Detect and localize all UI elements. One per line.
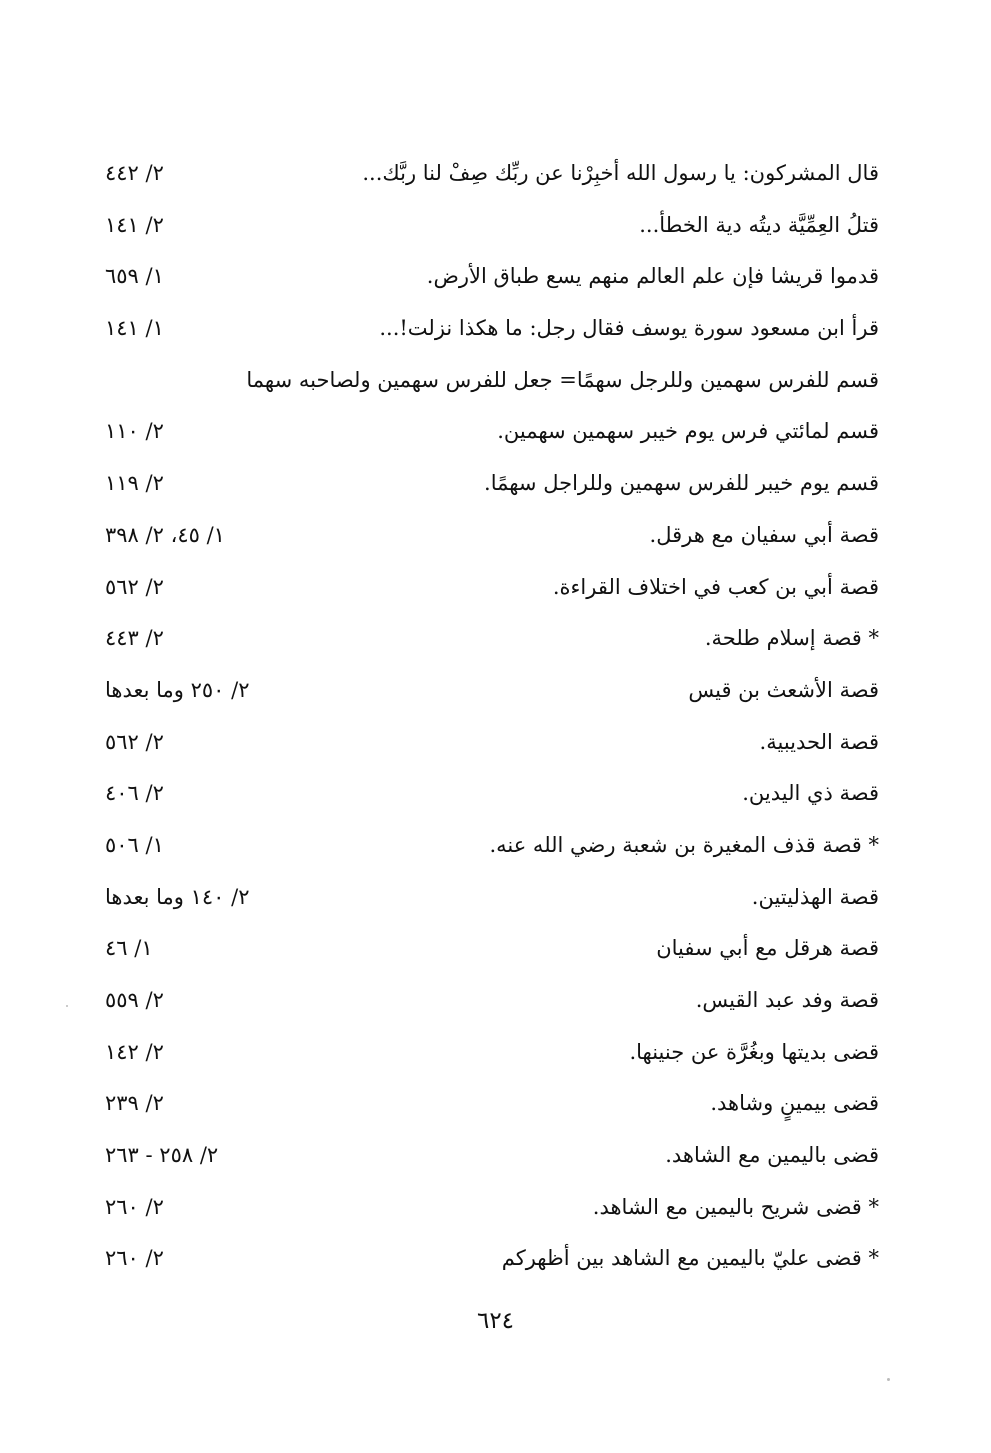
entry-text: قرأ ابن مسعود سورة يوسف فقال رجل: ما هكذا نزلت!...	[379, 316, 879, 341]
index-entry	[105, 562, 879, 614]
entry-reference: ٢/ ١١٠	[105, 419, 164, 444]
entry-text: قسم للفرس سهمين وللرجل سهمًا= جعل للفرس سهمين ولصاحبه سهما	[246, 367, 879, 392]
entry-text: قصة ذي اليدين.	[742, 781, 879, 806]
entry-reference: ١/ ٤٦	[105, 936, 153, 961]
entry-text: * قصة إسلام طلحة.	[704, 626, 879, 651]
entry-text: * قضى عليّ باليمين مع الشاهد بين أظهركم	[501, 1246, 879, 1271]
index-entry	[105, 510, 879, 562]
index-entry	[105, 768, 879, 820]
entry-reference: ٢/ ١١٩	[105, 471, 164, 496]
entry-text: قضى بيمينٍ وشاهد.	[710, 1091, 879, 1116]
entry-reference: ٢/ ١٤١	[105, 212, 164, 237]
index-entry	[105, 458, 879, 510]
entry-text: * قصة قذف المغيرة بن شعبة رضي الله عنه.	[489, 832, 879, 857]
entry-text: * قضى شريح باليمين مع الشاهد.	[592, 1194, 879, 1219]
entry-reference: ٢/ ٥٥٩	[105, 988, 164, 1012]
entry-text: قضى بديتها وبغُرَّة عن جنينها.	[629, 1039, 879, 1064]
page-number: ٦٢٤	[476, 1308, 515, 1334]
entry-reference: ١/ ٥٠٦	[105, 832, 164, 857]
entry-reference: ٢/ ٢٥٨ - ٢٦٣	[105, 1143, 219, 1168]
index-entry	[105, 717, 879, 769]
entry-text: قصة هرقل مع أبي سفيان	[656, 936, 879, 961]
entry-text: قسم لمائتي فرس يوم خيبر سهمين سهمين.	[497, 419, 879, 444]
index-entry	[105, 251, 879, 303]
entry-text: قصة الهذليتين.	[751, 884, 879, 909]
entry-reference: ٢/ ٢٦٠	[105, 1194, 164, 1219]
index-entry	[105, 148, 879, 200]
entry-reference: ٢/ ١٤٠ وما بعدها	[105, 884, 250, 909]
entry-reference: ٢/ ٤٠٦	[105, 781, 164, 806]
entry-reference: ٢/ ٥٦٢	[105, 729, 164, 754]
entry-text: قدموا قريشا فإن علم العالم منهم يسع طباق الأرض.	[426, 264, 879, 289]
entry-text: قصة وفد عبد القيس.	[695, 988, 879, 1012]
index-entry	[105, 1027, 879, 1079]
index-entry	[105, 200, 879, 252]
index-entry	[105, 665, 879, 717]
entry-reference: ٢/ ٢٥٠ وما بعدها	[105, 677, 250, 702]
index-entry	[105, 613, 879, 665]
entry-reference: ١/ ٦٥٩	[105, 264, 164, 289]
entry-reference: ٢/ ٤٤٣	[105, 626, 164, 651]
entry-reference: ١/ ١٤١	[105, 316, 164, 341]
entry-text: قسم يوم خيبر للفرس سهمين وللراجل سهمًا.	[484, 471, 879, 496]
index-entry	[105, 1130, 879, 1182]
index-entry	[105, 1078, 879, 1130]
entry-reference: ١/ ٤٥، ٢/ ٣٩٨	[105, 522, 225, 547]
index-entry	[105, 1233, 879, 1285]
index-entry	[105, 872, 879, 924]
entry-text: قصة أبي بن كعب في اختلاف القراءة.	[552, 574, 879, 599]
index-entry	[105, 923, 879, 975]
index-list	[105, 148, 879, 1285]
entry-reference: ٢/ ٤٤٢	[105, 161, 164, 185]
index-entry	[105, 1182, 879, 1234]
entry-text: قال المشركون: يا رسول الله أخبِرْنا عن ربِّك صِفْ لنا ربَّك...	[362, 161, 879, 185]
index-entry	[105, 406, 879, 458]
index-entry	[105, 820, 879, 872]
entry-text: قضى باليمين مع الشاهد.	[665, 1143, 879, 1168]
entry-text: قصة الأشعث بن قيس	[688, 677, 879, 702]
entry-reference: ٢/ ٢٣٩	[105, 1091, 164, 1116]
entry-reference: ٢/ ٥٦٢	[105, 574, 164, 599]
scan-speck	[66, 1005, 68, 1007]
entry-reference: ٢/ ٢٦٠	[105, 1246, 164, 1271]
scan-speck	[887, 1378, 890, 1381]
index-entry	[105, 355, 879, 407]
entry-reference: ٢/ ١٤٢	[105, 1039, 164, 1064]
index-entry	[105, 975, 879, 1027]
entry-text: قصة الحديبية.	[759, 729, 879, 754]
entry-text: قتلُ العِمِّيَّة ديتُه دية الخطأ...	[639, 212, 879, 237]
entry-text: قصة أبي سفيان مع هرقل.	[649, 522, 879, 547]
index-entry	[105, 303, 879, 355]
